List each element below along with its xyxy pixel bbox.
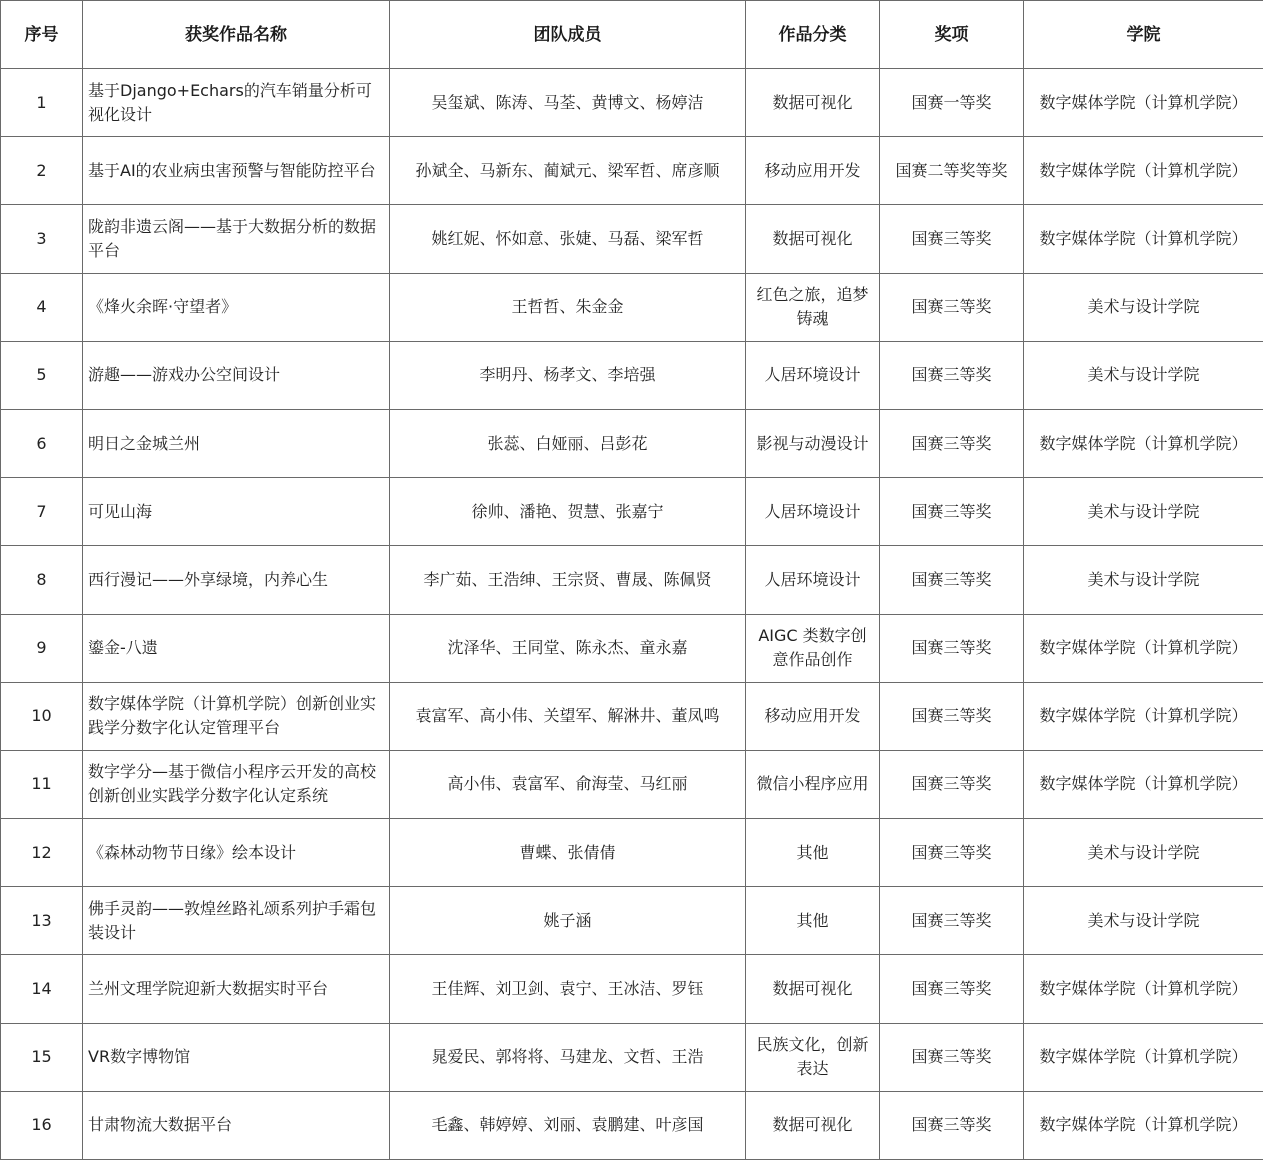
- table-row: [1, 341, 1263, 409]
- cell-category: 数据可视化: [746, 69, 880, 137]
- cell-no: 6: [1, 409, 83, 477]
- cell-category: 红色之旅，追梦铸魂: [746, 273, 880, 341]
- cell-title: 西行漫记——外享绿境，内养心生: [83, 546, 390, 614]
- cell-no: 12: [1, 819, 83, 887]
- table-row: [1, 819, 1263, 887]
- cell-category: 影视与动漫设计: [746, 409, 880, 477]
- cell-award: 国赛三等奖: [880, 409, 1024, 477]
- cell-award: 国赛三等奖: [880, 205, 1024, 273]
- header-title: 获奖作品名称: [83, 1, 390, 69]
- header-school: 学院: [1024, 1, 1263, 69]
- cell-school: 美术与设计学院: [1024, 341, 1263, 409]
- cell-no: 15: [1, 1023, 83, 1091]
- cell-no: 7: [1, 478, 83, 546]
- table-row: [1, 546, 1263, 614]
- cell-category: 数据可视化: [746, 205, 880, 273]
- header-no: 序号: [1, 1, 83, 69]
- cell-school: 数字媒体学院（计算机学院）: [1024, 205, 1263, 273]
- cell-school: 美术与设计学院: [1024, 819, 1263, 887]
- cell-no: 14: [1, 955, 83, 1023]
- cell-category: 民族文化，创新表达: [746, 1023, 880, 1091]
- cell-title: 《烽火余晖·守望者》: [83, 273, 390, 341]
- cell-school: 美术与设计学院: [1024, 273, 1263, 341]
- cell-award: 国赛一等奖: [880, 69, 1024, 137]
- cell-team: 曹蝶、张倩倩: [390, 819, 746, 887]
- cell-title: 游趣——游戏办公空间设计: [83, 341, 390, 409]
- cell-no: 10: [1, 682, 83, 750]
- cell-title: 《森林动物节日缘》绘本设计: [83, 819, 390, 887]
- cell-award: 国赛三等奖: [880, 955, 1024, 1023]
- table-row: [1, 409, 1263, 477]
- cell-team: 姚红妮、怀如意、张婕、马磊、梁军哲: [390, 205, 746, 273]
- table-row: [1, 955, 1263, 1023]
- cell-award: 国赛二等奖等奖: [880, 137, 1024, 205]
- header-row: [1, 1, 1263, 69]
- cell-title: 鎏金-八遗: [83, 614, 390, 682]
- cell-title: 数字学分—基于微信小程序云开发的高校创新创业实践学分数字化认定系统: [83, 750, 390, 818]
- cell-school: 数字媒体学院（计算机学院）: [1024, 69, 1263, 137]
- cell-award: 国赛三等奖: [880, 546, 1024, 614]
- cell-school: 数字媒体学院（计算机学院）: [1024, 409, 1263, 477]
- cell-title: 佛手灵韵——敦煌丝路礼颂系列护手霜包装设计: [83, 887, 390, 955]
- cell-category: 数据可视化: [746, 955, 880, 1023]
- cell-no: 2: [1, 137, 83, 205]
- table-row: [1, 478, 1263, 546]
- cell-school: 美术与设计学院: [1024, 478, 1263, 546]
- cell-team: 毛鑫、韩婷婷、刘丽、袁鹏建、叶彦国: [390, 1091, 746, 1159]
- cell-award: 国赛三等奖: [880, 614, 1024, 682]
- cell-team: 张蕊、白娅丽、吕彭花: [390, 409, 746, 477]
- cell-award: 国赛三等奖: [880, 1023, 1024, 1091]
- cell-title: 兰州文理学院迎新大数据实时平台: [83, 955, 390, 1023]
- cell-category: AIGC 类数字创意作品创作: [746, 614, 880, 682]
- header-team: 团队成员: [390, 1, 746, 69]
- cell-title: 可见山海: [83, 478, 390, 546]
- cell-category: 人居环境设计: [746, 546, 880, 614]
- cell-team: 李广茹、王浩绅、王宗贤、曹晟、陈佩贤: [390, 546, 746, 614]
- cell-school: 数字媒体学院（计算机学院）: [1024, 750, 1263, 818]
- cell-award: 国赛三等奖: [880, 750, 1024, 818]
- cell-category: 数据可视化: [746, 1091, 880, 1159]
- table-row: [1, 1023, 1263, 1091]
- table-row: [1, 205, 1263, 273]
- cell-title: 陇韵非遗云阁——基于大数据分析的数据平台: [83, 205, 390, 273]
- cell-title: 基于AI的农业病虫害预警与智能防控平台: [83, 137, 390, 205]
- cell-no: 13: [1, 887, 83, 955]
- cell-award: 国赛三等奖: [880, 819, 1024, 887]
- cell-school: 数字媒体学院（计算机学院）: [1024, 614, 1263, 682]
- cell-award: 国赛三等奖: [880, 1091, 1024, 1159]
- cell-team: 徐帅、潘艳、贺慧、张嘉宁: [390, 478, 746, 546]
- header-category: 作品分类: [746, 1, 880, 69]
- cell-category: 移动应用开发: [746, 137, 880, 205]
- cell-no: 11: [1, 750, 83, 818]
- cell-award: 国赛三等奖: [880, 341, 1024, 409]
- cell-category: 微信小程序应用: [746, 750, 880, 818]
- cell-team: 袁富军、高小伟、关望军、解淋井、董凤鸣: [390, 682, 746, 750]
- cell-team: 晁爱民、郭将将、马建龙、文哲、王浩: [390, 1023, 746, 1091]
- table-body: [1, 69, 1263, 1160]
- cell-school: 数字媒体学院（计算机学院）: [1024, 1023, 1263, 1091]
- cell-team: 孙斌全、马新东、蔺斌元、梁军哲、席彦顺: [390, 137, 746, 205]
- cell-award: 国赛三等奖: [880, 682, 1024, 750]
- cell-category: 其他: [746, 819, 880, 887]
- cell-team: 李明丹、杨孝文、李培强: [390, 341, 746, 409]
- cell-team: 沈泽华、王同堂、陈永杰、童永嘉: [390, 614, 746, 682]
- table-row: [1, 614, 1263, 682]
- cell-school: 数字媒体学院（计算机学院）: [1024, 137, 1263, 205]
- cell-no: 3: [1, 205, 83, 273]
- cell-title: 数字媒体学院（计算机学院）创新创业实践学分数字化认定管理平台: [83, 682, 390, 750]
- cell-award: 国赛三等奖: [880, 478, 1024, 546]
- cell-no: 16: [1, 1091, 83, 1159]
- cell-title: VR数字博物馆: [83, 1023, 390, 1091]
- cell-award: 国赛三等奖: [880, 273, 1024, 341]
- cell-no: 9: [1, 614, 83, 682]
- cell-no: 1: [1, 69, 83, 137]
- cell-category: 移动应用开发: [746, 682, 880, 750]
- cell-no: 5: [1, 341, 83, 409]
- cell-title: 甘肃物流大数据平台: [83, 1091, 390, 1159]
- table-row: [1, 69, 1263, 137]
- table-row: [1, 682, 1263, 750]
- cell-school: 美术与设计学院: [1024, 546, 1263, 614]
- cell-category: 人居环境设计: [746, 478, 880, 546]
- table-row: [1, 750, 1263, 818]
- cell-title: 明日之金城兰州: [83, 409, 390, 477]
- cell-team: 姚子涵: [390, 887, 746, 955]
- table-row: [1, 273, 1263, 341]
- cell-school: 美术与设计学院: [1024, 887, 1263, 955]
- header-award: 奖项: [880, 1, 1024, 69]
- cell-no: 4: [1, 273, 83, 341]
- cell-no: 8: [1, 546, 83, 614]
- table-row: [1, 1091, 1263, 1159]
- table-row: [1, 137, 1263, 205]
- cell-team: 王哲哲、朱金金: [390, 273, 746, 341]
- cell-award: 国赛三等奖: [880, 887, 1024, 955]
- cell-category: 人居环境设计: [746, 341, 880, 409]
- cell-school: 数字媒体学院（计算机学院）: [1024, 1091, 1263, 1159]
- table-row: [1, 887, 1263, 955]
- cell-category: 其他: [746, 887, 880, 955]
- cell-school: 数字媒体学院（计算机学院）: [1024, 955, 1263, 1023]
- cell-team: 吴玺斌、陈涛、马荃、黄博文、杨婷洁: [390, 69, 746, 137]
- cell-team: 王佳辉、刘卫剑、袁宁、王冰洁、罗钰: [390, 955, 746, 1023]
- cell-title: 基于Django+Echars的汽车销量分析可视化设计: [83, 69, 390, 137]
- cell-team: 高小伟、袁富军、俞海莹、马红丽: [390, 750, 746, 818]
- cell-school: 数字媒体学院（计算机学院）: [1024, 682, 1263, 750]
